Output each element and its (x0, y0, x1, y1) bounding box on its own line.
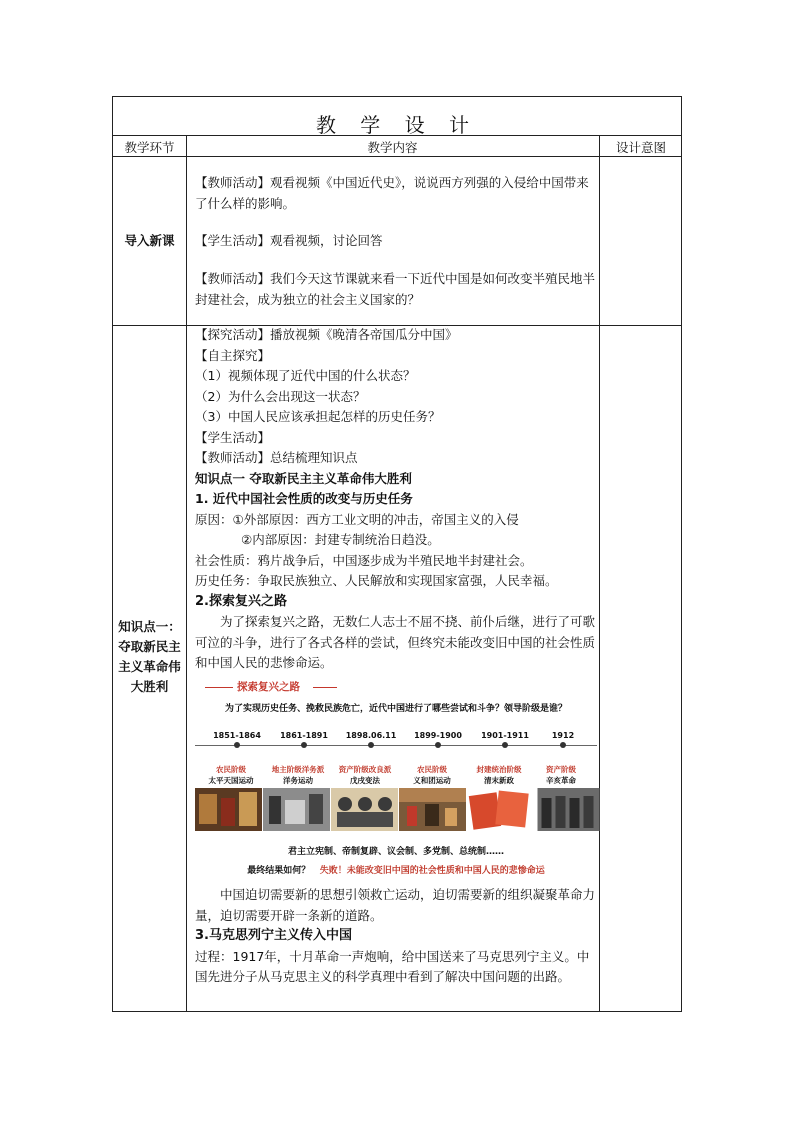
section-1-title: 1. 近代中国社会性质的改变与历史任务 (195, 491, 413, 506)
reason-external: 原因：①外部原因：西方工业文明的冲击，帝国主义的入侵 (195, 511, 519, 527)
new-policy-documents-image (467, 788, 534, 831)
timeline-year: 1901-1911 (481, 731, 529, 740)
event-name: 义和团运动 (413, 776, 451, 785)
teacher-activity-2: 【教师活动】我们今天这节课就来看一下近代中国是如何改变半殖民地半封建社会，成为独立的社会主义国家的？ (195, 271, 596, 307)
section-3-text: 过程：1917年，十月革命一声炮响，给中国送来了马克思列宁主义。中国先进分子从马克思主义的科学真理中看到了解决中国问题的出路。 (195, 948, 590, 984)
timeline-axis (195, 745, 597, 746)
intro-content (195, 231, 599, 252)
historical-task: 历史任务：争取民族独立、人民解放和实现国家富强，人民幸福。 (195, 573, 558, 588)
intro-content (195, 173, 599, 214)
row-label-knowledge-point: 知识点一：夺取新民主主义革命伟大胜利 (118, 619, 181, 694)
table-title: 教 学 设 计 (315, 113, 479, 137)
timeline-year: 1912 (551, 731, 575, 740)
question-3: （3）中国人民应该承担起怎样的历史任务？ (195, 409, 441, 424)
event-name: 清末新政 (484, 776, 514, 785)
knowledge-point-title: 知识点一 夺取新民主主义革命伟大胜利 (195, 470, 412, 486)
timeline-dot (368, 742, 374, 748)
leading-class: 农民阶级 (216, 765, 246, 774)
result-question: 最终结果如何？ (247, 866, 311, 876)
timeline-dot (560, 742, 566, 748)
timeline-year: 1898.06.11 (345, 731, 397, 740)
timeline-dot (435, 742, 441, 748)
row-label-intro: 导入新课 (124, 233, 175, 248)
reason-internal: ②内部原因：封建专制统治日趋没。 (241, 532, 440, 547)
timeline-year: 1861-1891 (280, 731, 328, 740)
systems-summary: 君主立宪制、帝制复辟、议会制、多党制、总统制…… (287, 847, 504, 857)
revival-path-infographic (195, 679, 597, 879)
leading-class: 封建统治阶级 (476, 765, 522, 774)
social-nature: 社会性质：鸦片战争后，中国逐步成为半殖民地半封建社会。 (195, 552, 533, 568)
section-2-text: 为了探索复兴之路，无数仁人志士不屈不挠、前仆后继，进行了可歌可泣的斗争，进行了各式各样的尝试，但终究未能改变旧中国的社会性质和中国人民的悲惨命运。 (195, 614, 596, 670)
timeline-dot (234, 742, 240, 748)
taiping-painting-image (195, 788, 262, 831)
explore-activity: 【探究活动】播放视频《晚清各帝国瓜分中国》 (195, 327, 458, 342)
column-divider (599, 135, 600, 1011)
title-rule (205, 687, 233, 688)
infographic-title (205, 679, 333, 697)
knowledge-content-cont (195, 885, 599, 988)
xinhai-revolution-image (535, 788, 602, 831)
section-2-title: 2.探索复兴之路 (195, 593, 287, 609)
header-stage: 教学环节 (124, 140, 175, 155)
self-explore: 【自主探究】 (195, 347, 271, 363)
event-name: 洋务运动 (283, 776, 313, 785)
teacher-activity-1: 【教师活动】观看视频《中国近代史》，说说西方列强的入侵给中国带来了什么样的影响。 (195, 175, 589, 211)
reform-portraits-image (331, 788, 398, 831)
header-content: 教学内容 (367, 140, 418, 155)
intro-content (195, 269, 599, 310)
column-divider (186, 135, 187, 1011)
result-answer: 失败！未能改变旧中国的社会性质和中国人民的悲惨命运 (319, 866, 545, 876)
teacher-activity-3: 【教师活动】总结梳理知识点 (195, 450, 358, 465)
leading-class: 地主阶级洋务派 (271, 765, 325, 774)
lesson-plan-table (112, 96, 682, 1012)
table-divider (113, 156, 681, 157)
student-activity-1: 【学生活动】观看视频，讨论回答 (195, 233, 383, 248)
student-activity-2: 【学生活动】 (195, 429, 271, 445)
header-intent: 设计意图 (615, 140, 666, 155)
need-text: 中国迫切需要新的思想引领救亡运动，迫切需要新的组织凝聚革命力量，迫切需要开辟一条新的道路。 (195, 887, 596, 923)
section-3-title: 3.马克思列宁主义传入中国 (195, 928, 352, 943)
timeline-dot (301, 742, 307, 748)
leading-class: 资产阶级 (546, 765, 576, 774)
title-rule (313, 687, 337, 688)
timeline-year: 1851-1864 (213, 731, 261, 740)
question-1: （1）视频体现了近代中国的什么状态？ (195, 368, 416, 383)
question-2: （2）为什么会出现这一状态？ (195, 388, 366, 404)
leading-class: 农民阶级 (417, 765, 447, 774)
event-name: 辛亥革命 (546, 776, 576, 785)
knowledge-content (195, 325, 599, 674)
infographic-title-text: 探索复兴之路 (237, 681, 300, 693)
westernization-photo-image (263, 788, 330, 831)
result-line (195, 863, 597, 876)
timeline-year: 1899-1900 (414, 731, 462, 740)
event-name: 太平天国运动 (208, 776, 254, 785)
timeline-dot (502, 742, 508, 748)
infographic-question: 为了实现历史任务、挽救民族危亡，近代中国进行了哪些尝试和斗争？领导阶级是谁？ (224, 704, 567, 714)
leading-class: 资产阶级改良派 (338, 765, 392, 774)
boxer-battle-image (399, 788, 466, 831)
event-name: 戊戌变法 (350, 776, 380, 785)
